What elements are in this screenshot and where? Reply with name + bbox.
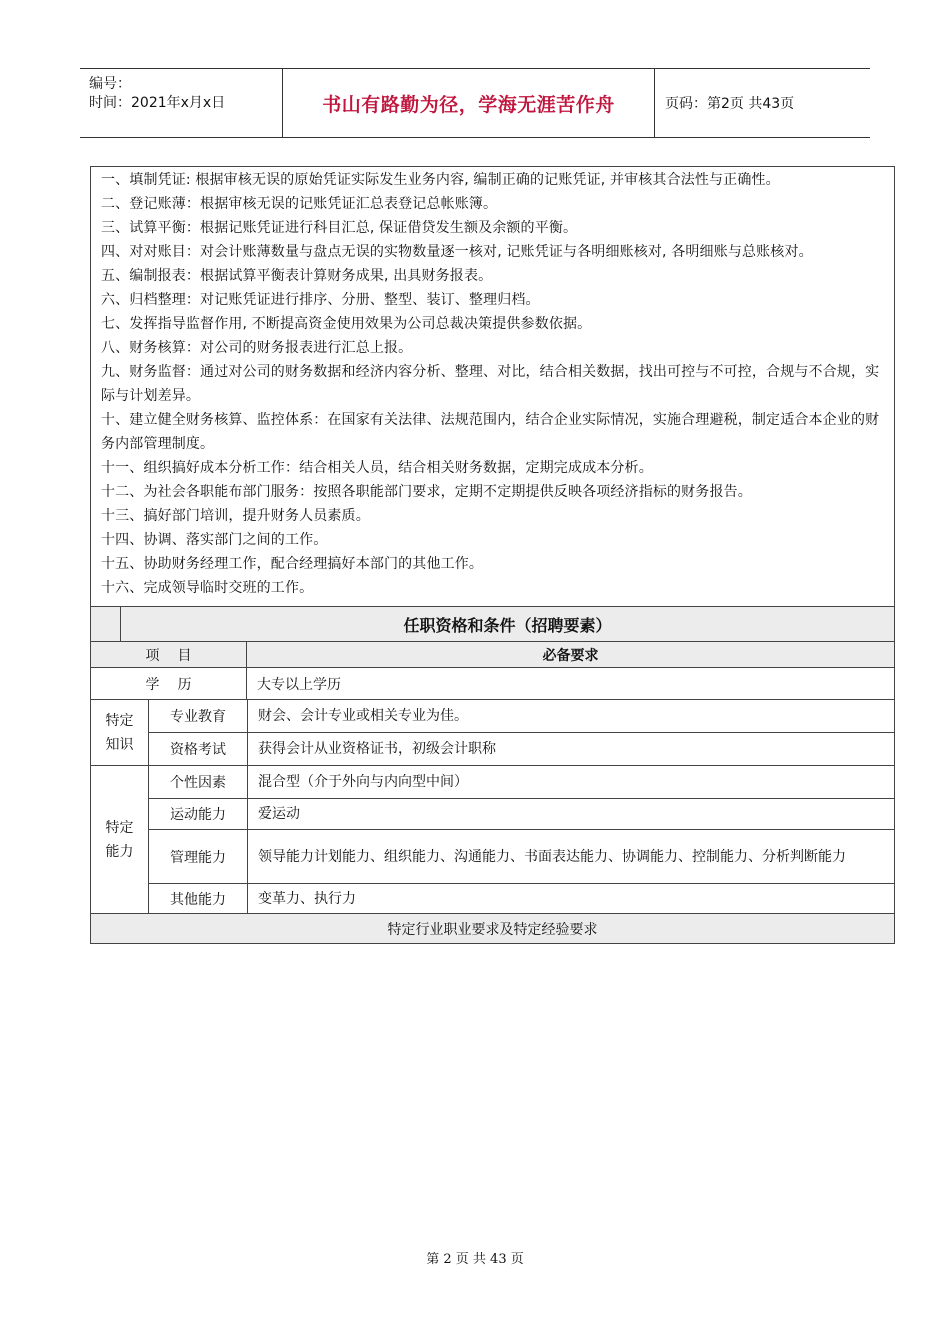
ability-key: 个性因素 <box>149 766 248 798</box>
ability-key: 运动能力 <box>149 799 248 829</box>
education-row <box>91 668 894 700</box>
duty-item: 二、登记账薄：根据审核无误的记账凭证汇总表登记总帐账簿。 <box>101 196 498 212</box>
duty-item: 十六、完成领导临时交班的工作。 <box>101 580 314 596</box>
ability-group <box>91 766 894 914</box>
page-info: 页码：第2页 共43页 <box>665 96 795 112</box>
duty-item: 七、发挥指导监督作用, 不断提高资金使用效果为公司总裁决策提供参数依据。 <box>101 316 592 332</box>
title-stub-cell <box>91 607 121 641</box>
duty-item: 五、编制报表：根据试算平衡表计算财务成果, 出具财务报表。 <box>101 268 493 284</box>
knowledge-key: 专业教育 <box>149 700 248 732</box>
ability-key: 管理能力 <box>149 830 248 883</box>
ability-value: 领导能力计划能力、组织能力、沟通能力、书面表达能力、协调能力、控制能力、分析判断能力 <box>258 848 846 865</box>
document-date: 时间：2021年x月x日 <box>89 95 226 111</box>
ability-row <box>149 766 894 799</box>
duty-item: 十三、搞好部门培训，提升财务人员素质。 <box>101 508 370 524</box>
header-motto-cell <box>283 69 655 137</box>
document-number: 编号： <box>89 76 131 92</box>
duty-item: 九、财务监督：通过对公司的财务数据和经济内容分析、整理、对比，结合相关数据，找出可控与不可控，合规与不合规，实际与计划差异。 <box>101 364 880 404</box>
ability-group-text: 特定能力 <box>105 819 134 860</box>
knowledge-group-text: 特定知识 <box>105 712 134 753</box>
knowledge-value: 财会、会计专业或相关专业为佳。 <box>258 708 468 724</box>
ability-group-label <box>91 766 149 913</box>
knowledge-rows <box>149 700 894 765</box>
education-value: 大专以上学历 <box>257 676 341 693</box>
ability-key: 其他能力 <box>149 884 248 913</box>
knowledge-key: 资格考试 <box>149 733 248 765</box>
duty-item: 六、归档整理：对记账凭证进行排序、分册、整型、装订、整理归档。 <box>101 292 540 308</box>
duty-item: 三、试算平衡：根据记账凭证进行科目汇总, 保证借贷发生额及余额的平衡。 <box>101 220 578 236</box>
column-header-requirement: 必备要求 <box>542 647 599 664</box>
knowledge-group <box>91 700 894 766</box>
qualifications-title: 任职资格和条件（招聘要素） <box>403 615 612 635</box>
job-description-table <box>90 166 895 944</box>
knowledge-row <box>149 733 894 765</box>
duty-item: 四、对对账目：对会计账薄数量与盘点无误的实物数量逐一核对, 记账凭证与各明细账核对, 各明细账与总账核对。 <box>101 244 813 260</box>
page-header <box>80 68 870 138</box>
header-page-cell <box>655 69 870 137</box>
ability-row <box>149 830 894 884</box>
knowledge-row <box>149 700 894 733</box>
duty-item: 十、建立健全财务核算、监控体系：在国家有关法律、法规范围内，结合企业实际情况，实施合理避税，制定适合本企业的财务内部管理制度。 <box>101 412 880 452</box>
column-header-row <box>91 642 894 668</box>
header-meta <box>80 69 283 137</box>
industry-requirements-title: 特定行业职业要求及特定经验要求 <box>387 921 598 938</box>
ability-value: 爱运动 <box>258 806 300 822</box>
duties-list <box>91 167 894 607</box>
ability-value: 混合型（介于外向与内向型中间） <box>258 774 468 790</box>
column-header-item: 项目 <box>91 642 247 667</box>
qualifications-title-row <box>91 607 894 642</box>
page-footer: 第 2 页 共 43 页 <box>426 1252 524 1267</box>
duty-item: 一、填制凭证: 根据审核无误的原始凭证实际发生业务内容, 编制正确的记账凭证, 并审核其合法性与正确性。 <box>101 172 780 188</box>
duty-item: 十四、协调、落实部门之间的工作。 <box>101 532 328 548</box>
duty-item: 十二、为社会各职能布部门服务：按照各职能部门要求，定期不定期提供反映各项经济指标的财务报告。 <box>101 484 752 500</box>
motto: 书山有路勤为径，学海无涯苦作舟 <box>322 93 615 116</box>
knowledge-value: 获得会计从业资格证书，初级会计职称 <box>258 741 496 757</box>
education-label: 学历 <box>91 668 247 699</box>
industry-requirements-row <box>91 914 894 943</box>
duty-item: 十一、组织搞好成本分析工作：结合相关人员，结合相关财务数据，定期完成成本分析。 <box>101 460 653 476</box>
knowledge-group-label <box>91 700 149 765</box>
ability-row <box>149 799 894 830</box>
duty-item: 八、财务核算：对公司的财务报表进行汇总上报。 <box>101 340 413 356</box>
duty-item: 十五、协助财务经理工作，配合经理搞好本部门的其他工作。 <box>101 556 484 572</box>
ability-value: 变革力、执行力 <box>258 890 356 907</box>
ability-row <box>149 884 894 913</box>
ability-rows <box>149 766 894 913</box>
